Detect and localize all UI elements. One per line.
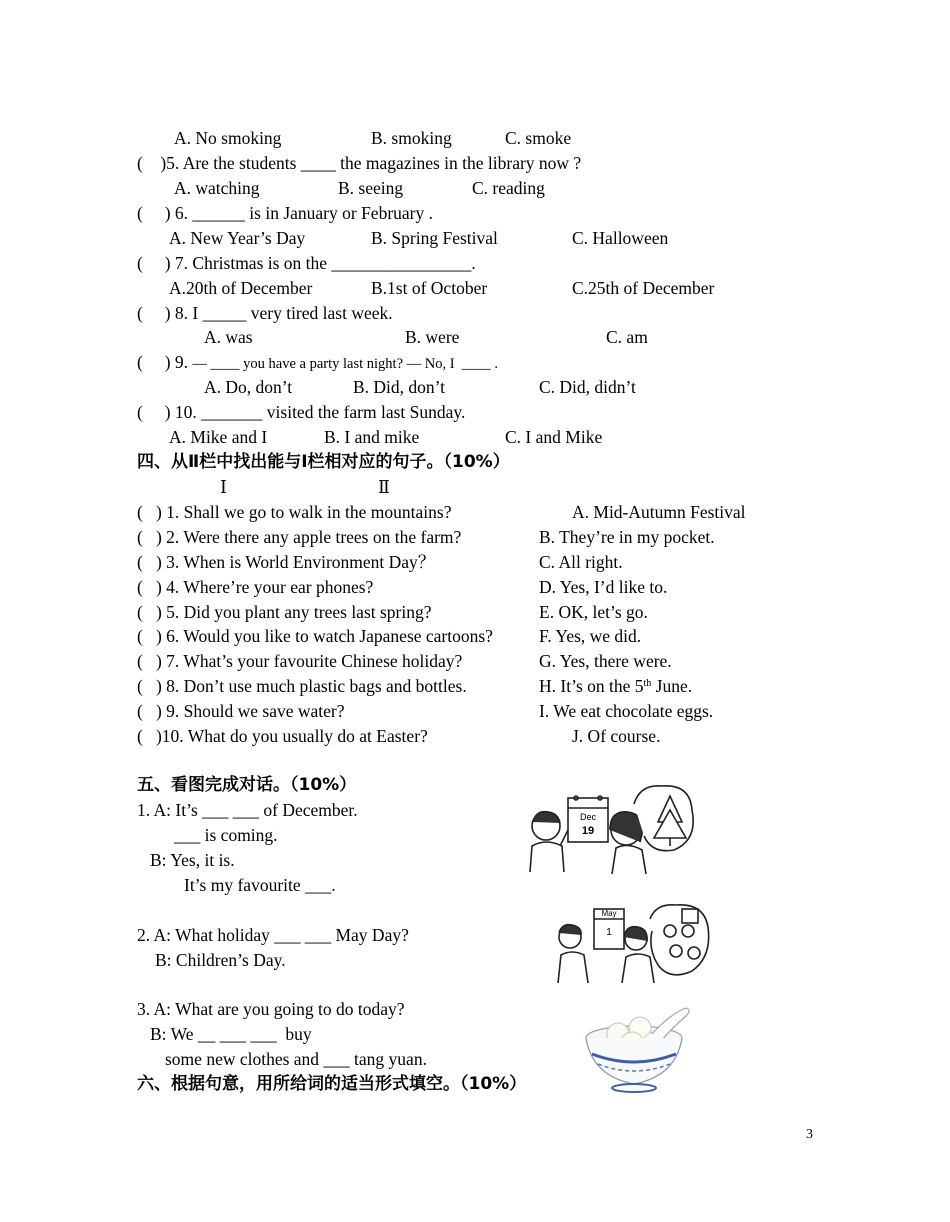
- q10-stem: ( ) 10. _______ visited the farm last Sunday.: [137, 402, 466, 422]
- q6-option-a: A. New Year’s Day: [169, 228, 306, 248]
- q10-option-a: A. Mike and I: [169, 427, 268, 447]
- match-right-e: E. OK, let’s go.: [539, 602, 648, 622]
- q5-option-a: A. watching: [174, 178, 260, 198]
- calendar2-day: 1: [606, 927, 612, 938]
- section6-heading: 六、根据句意，用所给词的适当形式填空。（10%）: [137, 1074, 527, 1094]
- match-left-10: ( )10. What do you usually do at Easter?: [137, 726, 428, 746]
- calendar1-month: Dec: [579, 812, 597, 822]
- match-right-h-tail: June.: [651, 676, 693, 696]
- dialog3-line3: some new clothes and ___ tang yuan.: [165, 1049, 427, 1069]
- q8-stem: ( ) 8. I _____ very tired last week.: [137, 303, 393, 323]
- q6-stem: ( ) 6. ______ is in January or February .: [137, 203, 433, 223]
- calendar1-day: 19: [581, 825, 595, 837]
- q7-option-b: B.1st of October: [371, 278, 488, 298]
- q10-option-c: C. I and Mike: [505, 427, 603, 447]
- q4-option-a: A. No smoking: [174, 128, 282, 148]
- q9-stem: [137, 351, 498, 375]
- q7-stem: ( ) 7. Christmas is on the ________________.: [137, 253, 476, 273]
- match-left-6: ( ) 6. Would you like to watch Japanese cartoons?: [137, 626, 493, 646]
- match-left-3: ( ) 3. When is World Environment Day？: [137, 552, 436, 572]
- tang-yuan-bowl-picture: [582, 1004, 694, 1094]
- q8-option-c: C. am: [606, 327, 648, 347]
- section5-heading: 五、看图完成对话。（10%）: [137, 775, 357, 795]
- q9-stem-number: ( ) 9.: [137, 352, 193, 372]
- match-left-1: ( ) 1. Shall we go to walk in the mountains?: [137, 502, 452, 522]
- dialog2-line2: B: Children’s Day.: [155, 950, 286, 970]
- q5-stem: ( )5. Are the students ____ the magazines in the library now ?: [137, 153, 582, 173]
- q5-option-c: C. reading: [472, 178, 545, 198]
- dialog1-line3: B: Yes, it is.: [150, 850, 235, 870]
- match-left-2: ( ) 2. Were there any apple trees on the farm?: [137, 527, 462, 547]
- dialog1-line2: ___ is coming.: [174, 825, 278, 845]
- q4-option-b: B. smoking: [371, 128, 452, 148]
- match-left-8: ( ) 8. Don’t use much plastic bags and bottles.: [137, 676, 467, 696]
- section4-col1-label: Ⅰ: [220, 477, 227, 497]
- page-number: 3: [806, 1127, 813, 1142]
- may-day-calendar-picture: [552, 901, 712, 985]
- match-right-f: F. Yes, we did.: [539, 626, 642, 646]
- christmas-calendar-picture: [522, 780, 697, 876]
- dialog2-line1: 2. A: What holiday ___ ___ May Day?: [137, 925, 409, 945]
- q7-option-c: C.25th of December: [572, 278, 715, 298]
- match-right-c: C. All right.: [539, 552, 623, 572]
- match-right-g: G. Yes, there were.: [539, 651, 672, 671]
- q5-option-b: B. seeing: [338, 178, 404, 198]
- dialog1-line1: 1. A: It’s ___ ___ of December.: [137, 800, 358, 820]
- dialog3-line1: 3. A: What are you going to do today?: [137, 999, 405, 1019]
- match-left-9: ( ) 9. Should we save water?: [137, 701, 345, 721]
- dialog1-line4: It’s my favourite ___.: [184, 875, 336, 895]
- q6-option-c: C. Halloween: [572, 228, 669, 248]
- match-right-b: B. They’re in my pocket.: [539, 527, 715, 547]
- calendar2-month: May: [601, 909, 617, 918]
- match-right-h-sup: th: [643, 678, 652, 689]
- section4-heading: 四、从Ⅱ栏中找出能与Ⅰ栏相对应的句子。（10%）: [137, 452, 510, 472]
- match-right-h: [539, 675, 692, 697]
- q9-stem-text: — ____ you have a party last night? — No, I ____ .: [192, 356, 499, 372]
- q7-option-a: A.20th of December: [169, 278, 313, 298]
- q8-option-a: A. was: [204, 327, 253, 347]
- q9-option-c: C. Did, didn’t: [539, 377, 636, 397]
- q6-option-b: B. Spring Festival: [371, 228, 498, 248]
- match-left-5: ( ) 5. Did you plant any trees last spring?: [137, 602, 432, 622]
- match-left-7: ( ) 7. What’s your favourite Chinese holiday?: [137, 651, 463, 671]
- match-right-j: J. Of course.: [572, 726, 661, 746]
- q4-option-c: C. smoke: [505, 128, 572, 148]
- match-right-h-text: H. It’s on the 5: [539, 676, 644, 696]
- match-right-d: D. Yes, I’d like to.: [539, 577, 668, 597]
- q8-option-b: B. were: [405, 327, 460, 347]
- match-left-4: ( ) 4. Where’re your ear phones?: [137, 577, 374, 597]
- section4-col2-label: Ⅱ: [378, 477, 390, 497]
- q10-option-b: B. I and mike: [324, 427, 420, 447]
- dialog3-line2: B: We __ ___ ___ buy: [150, 1024, 312, 1044]
- q9-option-b: B. Did, don’t: [353, 377, 446, 397]
- match-right-a: A. Mid-Autumn Festival: [572, 502, 746, 522]
- q9-option-a: A. Do, don’t: [204, 377, 293, 397]
- match-right-i: I. We eat chocolate eggs.: [539, 701, 714, 721]
